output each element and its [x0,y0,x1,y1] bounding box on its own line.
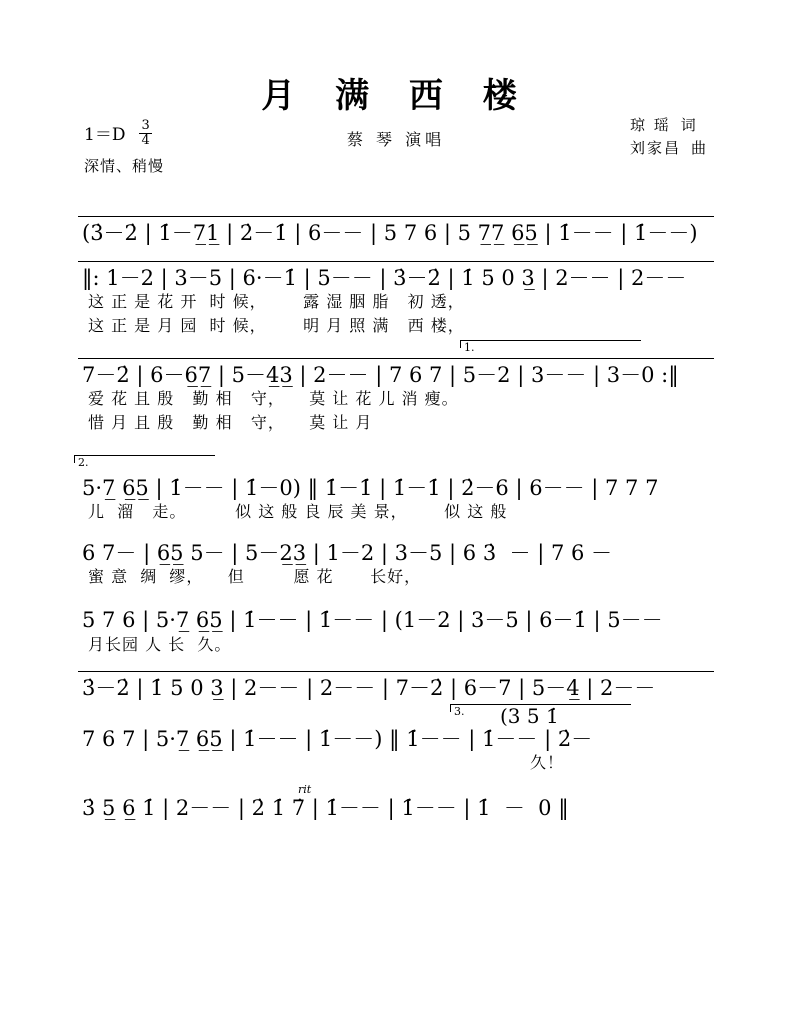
key-signature-block [84,120,152,148]
performer-credit: 蔡 琴 演唱 [346,130,446,149]
lyricist-role: 词 [680,116,696,134]
score-line-9 [60,782,732,820]
score-line-2 [60,267,732,338]
composer-credit [630,137,706,160]
rit-marking: rit [298,782,312,796]
score-line-4 [60,456,732,524]
lyricist-name: 琼 瑶 [629,116,671,134]
credits-block [630,114,706,161]
notation-line-1: (3̇－2̇ | 1̇－7̲1̲ | 2̇－1̇ | 6－－ | 5 7 6 | 5 7̲7̲ 6̲5̲ | 1̇－－ | 1̇－－) [82,221,698,245]
score-line-3 [60,341,732,435]
score-line-8 [60,703,732,775]
volta-bracket-2 [74,455,214,469]
beam-line [78,261,714,262]
time-signature [139,119,151,147]
notation-line-2: ‖: 1－2 | 3－5 | 6·－1̇ | 5－－ | 3̇－2̇ | 1̇ 5 0 3̲ | 2－－ | 2－－ [82,266,687,291]
score-line-6 [60,609,732,656]
lyric-line-3b: 惜 月 且 殷 勤 相 守， 莫 让 月 [88,413,373,433]
notation-line-4: 5·7̲ 6̲5̲ | 1̇－－ | 1̇－0) ‖ 1̇－1̇ | 1̇－1̇ | 2̇－6 | 6－－ | 7 7 7 [82,476,659,501]
score-line-7 [60,677,732,700]
score-line-5 [60,542,732,589]
notation-line-7: 3̇－2̇ | 1̇ 5 0 3̲ | 2－－ | 2－－ | 7－2̇ | 6－7 | 5－4̲ | 2－－ [82,675,656,700]
time-signature-denominator: 4 [141,132,150,148]
volta-label-3: 3. [454,704,465,718]
page-title: 月 满 西 楼 [261,76,531,116]
volta-label-2: 2. [78,456,89,470]
time-signature-numerator: 3 [141,118,150,133]
beam-line [78,671,714,672]
lyric-line-6: 月长园 人 长 久。 [88,634,232,654]
notation-line-6: 5 7 6 | 5·7̲ 6̲5̲ | 1̇－－ | 1̇－－ | (1－2 | 3－5 | 6－1̇ | 5－－ [82,608,663,633]
key-label: 1＝D [84,125,126,145]
beam-line [78,358,714,359]
lyric-line-4: 儿 溜 走。 似 这 般 良 辰 美 景， 似 这 般 [88,502,508,522]
lyricist-credit [630,114,706,137]
notation-line-5: 6 7－ | 6̲5̲ 5－ | 5－2̲3̲ | 1－2 | 3－5 | 6 3̇ － | 7 6 － [82,541,613,566]
lyric-line-8: 久！ [530,752,565,772]
lyric-line-2a: 这 正 是 花 开 时 候， 露 湿 胭 脂 初 透， [88,292,465,312]
notation-line-8: 7 6 7 | 5·7̲ 6̲5̲ | 1̇－－ | 1̇－－) ‖ 1̇－－ | 1̇－－ | 2̇－ [82,726,593,751]
composer-role: 曲 [690,139,706,158]
composer-name: 刘家昌 [629,139,681,158]
notation-line-9: 3̇ 5̲ 6̲ 1̇ | 2－－ | 2̇ 1̇ 7̇ | 1̇－－ | 1̇－－ | 1̇ － 0 ‖ [82,795,569,820]
score-line-1 [60,222,732,245]
volta-label-1: 1. [464,341,475,355]
volta-bracket-1 [460,340,640,354]
notation-line-3: 7－2̇ | 6－6̲7̲ | 5－4̲3̲ | 2－－ | 7 6 7 | 5－2 | 3－－ | 3－0 :‖ [82,363,679,388]
lyric-line-2b: 这 正 是 月 园 时 候， 明 月 照 满 西 楼， [88,316,465,336]
lyric-line-5: 蜜 意 绸 缪， 但 愿 花 长好， [88,567,422,587]
beam-line [78,216,714,217]
lyric-line-3a: 爱 花 且 殷 勤 相 守， 莫 让 花 儿 消 瘦。 [88,389,459,409]
tempo-marking: 深情、稍慢 [84,157,165,175]
pickup-notes: (3 5 1̇ [500,703,559,728]
